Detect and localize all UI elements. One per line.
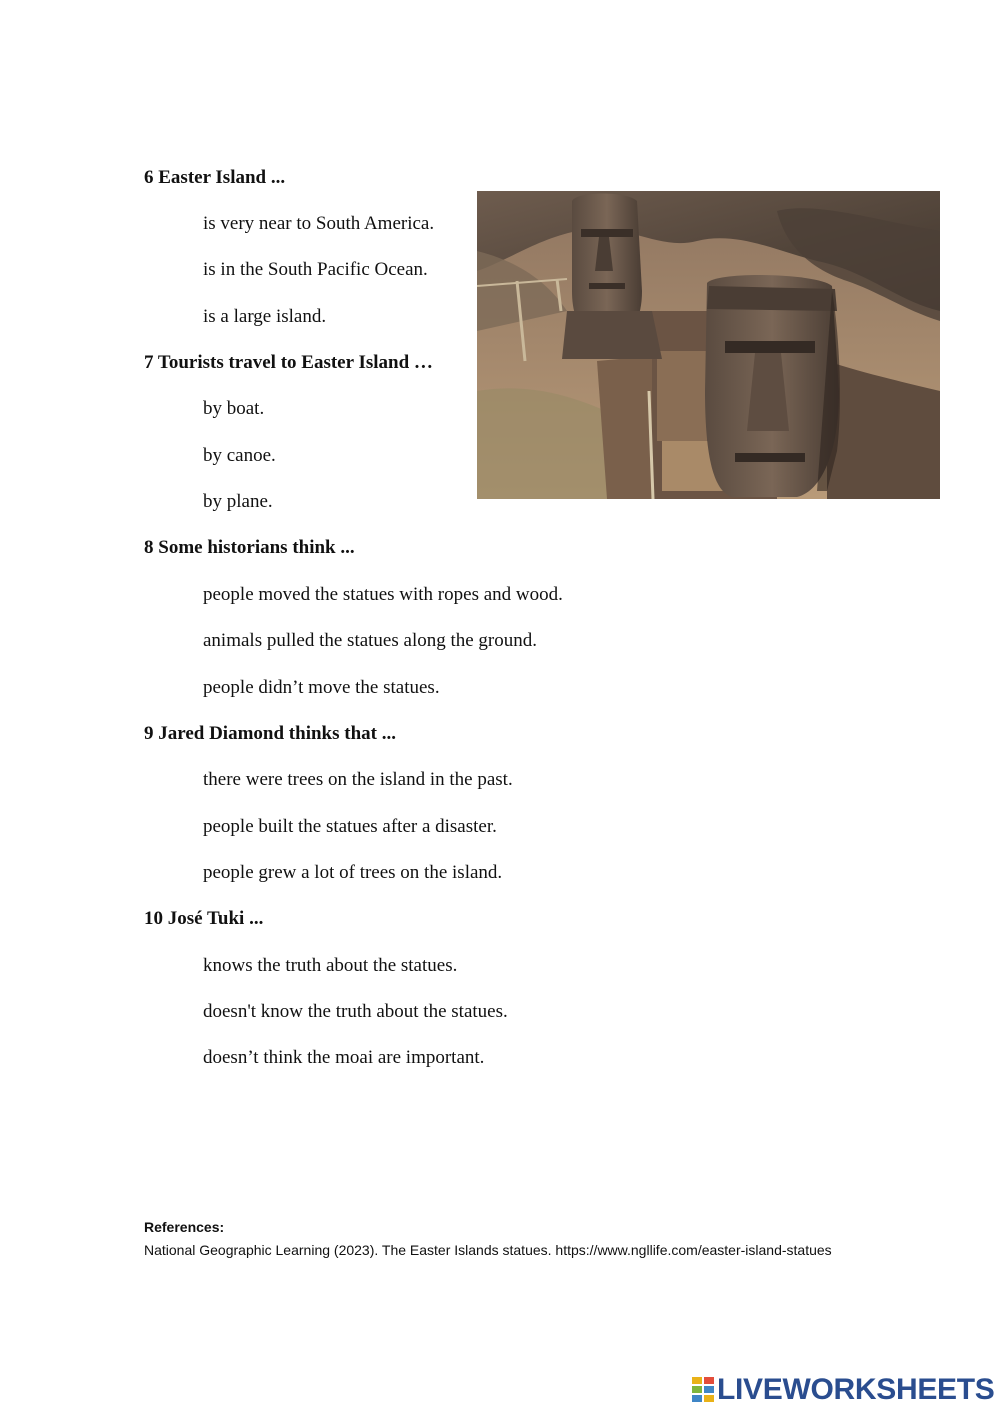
question-10-option-3[interactable]: doesn’t think the moai are important. <box>203 1047 485 1068</box>
liveworksheets-logo-icon <box>692 1377 714 1403</box>
question-6-option-1[interactable]: is very near to South America. <box>203 213 435 234</box>
question-9-option-1[interactable]: there were trees on the island in the past. <box>203 769 513 790</box>
question-9-option-3[interactable]: people grew a lot of trees on the island. <box>203 862 503 883</box>
moai-photo <box>477 191 940 499</box>
question-7-option-1[interactable]: by boat. <box>203 398 265 419</box>
question-8-option-2[interactable]: animals pulled the statues along the ground. <box>203 630 538 651</box>
question-7-prompt: 7 Tourists travel to Easter Island … <box>144 352 433 373</box>
question-8-prompt: 8 Some historians think ... <box>144 537 355 558</box>
references-text: National Geographic Learning (2023). The Easter Islands statues. https://www.ngllife.com/easter-island-statues <box>144 1242 832 1258</box>
question-7-option-3[interactable]: by plane. <box>203 491 273 512</box>
question-10-option-2[interactable]: doesn't know the truth about the statues. <box>203 1001 508 1022</box>
question-10-option-1[interactable]: knows the truth about the statues. <box>203 955 458 976</box>
question-6-option-2[interactable]: is in the South Pacific Ocean. <box>203 259 428 280</box>
references-heading: References: <box>144 1219 225 1235</box>
liveworksheets-logo-text: LIVEWORKSHEETS <box>717 1373 995 1406</box>
question-7-option-2[interactable]: by canoe. <box>203 445 276 466</box>
question-10-prompt: 10 José Tuki ... <box>144 908 264 929</box>
question-6-option-3[interactable]: is a large island. <box>203 306 327 327</box>
moai-illustration <box>477 191 940 499</box>
question-6-prompt: 6 Easter Island ... <box>144 167 286 188</box>
liveworksheets-logo[interactable] <box>692 1373 995 1407</box>
question-9-prompt: 9 Jared Diamond thinks that ... <box>144 723 396 744</box>
question-8-option-1[interactable]: people moved the statues with ropes and wood. <box>203 584 563 605</box>
question-9-option-2[interactable]: people built the statues after a disaster. <box>203 816 497 837</box>
question-8-option-3[interactable]: people didn’t move the statues. <box>203 677 440 698</box>
